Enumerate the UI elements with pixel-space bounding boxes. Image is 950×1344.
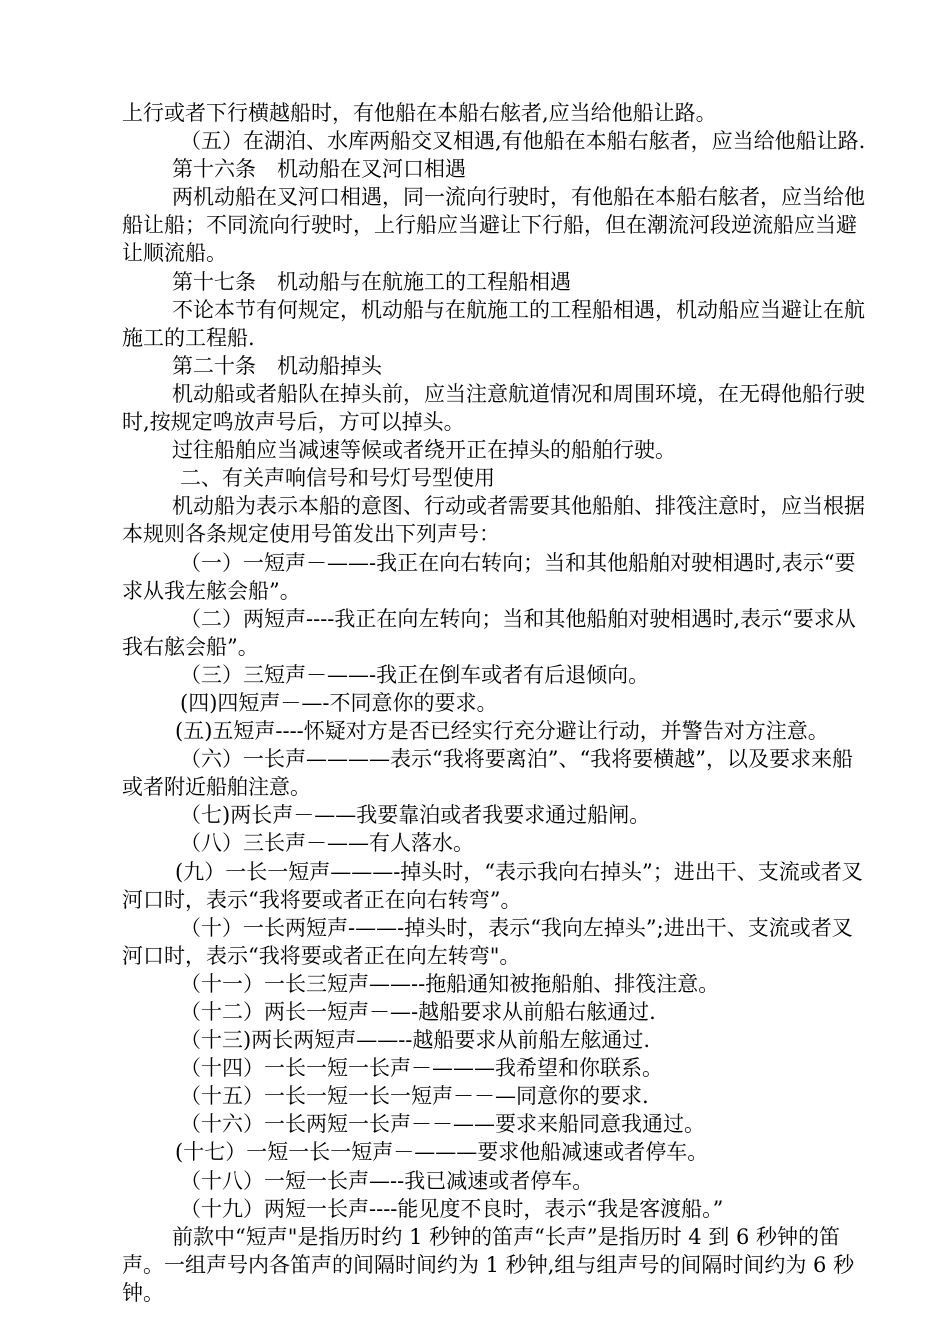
signal-item-16: （十六）一长两短一长声－－——要求来船同意我通过。 — [180, 1112, 705, 1137]
signal-item-6: （六）一长声————表示“我将要离泊”、“我将要横越”，以及要求来船或者附近船舶注意。 — [122, 747, 853, 800]
article-16-heading: 第十六条 机动船在叉河口相遇 — [172, 157, 466, 182]
article-20-body: 机动船或者船队在掉头前，应当注意航道情况和周围环境，在无碍他船行驶时,按规定鸣放声号后，方可以掉头。 — [122, 381, 865, 435]
signal-item-5: (五)五短声----怀疑对方是否已经实行充分避让行动，并警告对方注意。 — [175, 719, 829, 744]
signal-item-7: （七)两长声－——我要靠泊或者我要求通过船闸。 — [180, 803, 651, 828]
signal-item-17: (十七）一短一长一短声－———要求他船减速或者停车。 — [175, 1140, 709, 1165]
document-body — [122, 99, 867, 1307]
paragraph-crossing-right: 上行或者下行横越船时，有他船在本船右舷者,应当给他船让路。 — [122, 101, 717, 125]
article-20-body-2: 过往船舶应当减速等候或者绕开正在掉头的船舶行驶。 — [172, 438, 676, 463]
article-17-body: 不论本节有何规定，机动船与在航施工的工程船相遇，机动船应当避让在航施工的工程船. — [122, 297, 865, 350]
signal-item-14: （十四）一长一短一长声－———我希望和你联系。 — [180, 1056, 663, 1081]
signal-item-9: (九）一长一短声———-掉头时，“表示我向右掉头”；进出干、支流或者叉河口时，表示“我将要或者正在向右转弯”。 — [122, 859, 863, 912]
signal-definition-paragraph: 前款中“短声"是指历时约 1 秒钟的笛声“长声”是指历时 4 到 6 秒钟的笛声。一组声号内各笛声的间隔时间约为 1 秒钟,组与组声号的间隔时间约为 6 秒钟。 — [122, 1224, 855, 1305]
article-16-body: 两机动船在叉河口相遇，同一流向行驶时，有他船在本船右舷者，应当给他船让船；不同流向行驶时，上行船应当避让下行船，但在潮流河段逆流船应当避让顺流船。 — [122, 185, 865, 266]
signal-item-8: （八）三长声－——有人落水。 — [180, 831, 474, 856]
signal-item-13: （十三)两长两短声——--越船要求从前船左舷通过. — [180, 1028, 651, 1053]
paragraph-item-5-lake: （五）在湖泊、水库两船交叉相遇,有他船在本船右舷者，应当给他船让路. — [180, 129, 866, 154]
signal-item-2: （二）两短声----我正在向左转向；当和其他船舶对驶相遇时,表示“要求从我右舷会船”。 — [122, 606, 856, 659]
signal-item-18: （十八）一短一长声—--我已减速或者停车。 — [180, 1168, 594, 1193]
article-17-heading: 第十七条 机动船与在航施工的工程船相遇 — [172, 269, 571, 294]
signal-item-1: （一）一短声－——-我正在向右转向；当和其他船舶对驶相遇时,表示“要求从我左舷会船”。 — [122, 550, 856, 603]
signal-item-3: （三）三短声－——-我正在倒车或者有后退倾向。 — [180, 662, 650, 687]
signal-item-11: （十一）一长三短声——--拖船通知被拖船舶、排筏注意。 — [180, 971, 720, 996]
signal-item-10: （十）一长两短声-——-掉头时，表示“我向左掉头”;进出干、支流或者叉河口时，表示“我将要或者正在向左转弯"。 — [122, 915, 853, 968]
signal-item-15: （十五）一长一短一长一短声－－—同意你的要求. — [180, 1084, 649, 1109]
signal-item-19: （十九）两短一长声----能见度不良时，表示“我是客渡船。” — [180, 1196, 724, 1221]
article-20-heading: 第二十条 机动船掉头 — [172, 353, 382, 378]
section-2-heading: 二、有关声响信号和号灯号型使用 — [180, 466, 495, 491]
signal-item-4: (四)四短声－—-不同意你的要求。 — [180, 690, 498, 715]
section-2-intro: 机动船为表示本船的意图、行动或者需要其他船舶、排筏注意时，应当根据本规则各条规定使用号笛发出下列声号： — [122, 494, 865, 547]
signal-item-12: （十二）两长一短声－—-越船要求从前船右舷通过. — [180, 1000, 656, 1024]
